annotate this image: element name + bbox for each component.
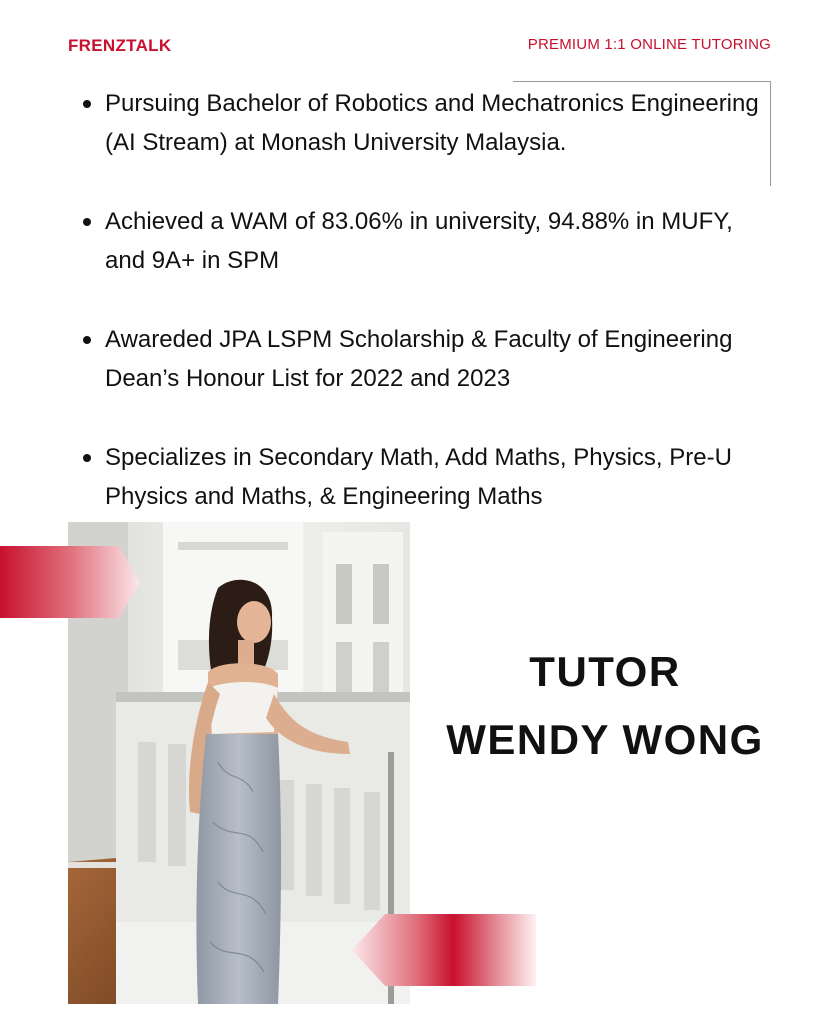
tutor-name-heading <box>440 638 770 774</box>
credential-text: Achieved a WAM of 83.06% in university, 94.88% in MUFY, and 9A+ in SPM <box>105 208 733 274</box>
credential-text: Pursuing Bachelor of Robotics and Mechatronics Engineering (AI Stream) at Monash University Malaysia. <box>105 90 759 156</box>
brand-name: FRENZTALK <box>68 36 172 55</box>
tutor-name: WENDY WONG <box>446 716 764 763</box>
decorative-red-ribbon <box>0 546 140 618</box>
bullet-icon <box>83 100 91 108</box>
credential-item <box>80 438 770 516</box>
tutor-title: TUTOR <box>529 648 681 695</box>
credential-item <box>80 202 770 280</box>
bullet-icon <box>83 218 91 226</box>
credential-text: Awareded JPA LSPM Scholarship & Faculty of Engineering Dean’s Honour List for 2022 and 2023 <box>105 326 733 392</box>
bullet-icon <box>83 454 91 462</box>
credentials-list <box>80 84 770 556</box>
credential-text: Specializes in Secondary Math, Add Maths, Physics, Pre-U Physics and Maths, & Engineering Maths <box>105 444 732 510</box>
bullet-icon <box>83 336 91 344</box>
credential-item <box>80 320 770 398</box>
credential-item <box>80 84 770 162</box>
decorative-red-ribbon <box>352 914 536 986</box>
tagline: PREMIUM 1:1 ONLINE TUTORING <box>527 36 771 53</box>
